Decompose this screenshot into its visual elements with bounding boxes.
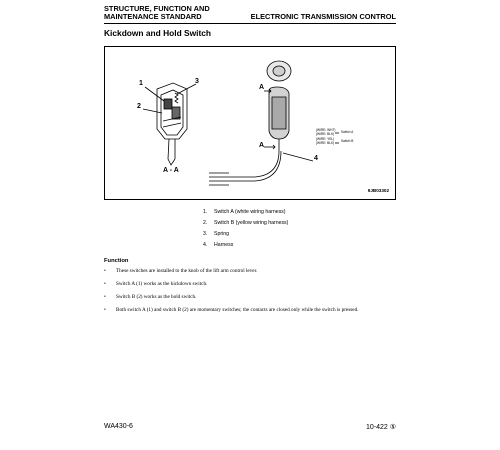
switch-diagram xyxy=(104,46,396,200)
bullet-mark: • xyxy=(104,268,106,274)
header-section-title: STRUCTURE, FUNCTION AND MAINTENANCE STANDARD xyxy=(104,4,210,22)
section-mark-bottom: A xyxy=(259,142,265,149)
switch-a-body xyxy=(164,99,172,109)
bullet-item xyxy=(104,268,257,274)
leader-2 xyxy=(143,109,162,113)
legend-num: 4. xyxy=(203,242,208,248)
header-rule xyxy=(104,23,396,24)
bullet-text: These switches are installed to the knob of the lift arm control lever. xyxy=(116,268,258,274)
legend-text: Spring xyxy=(214,231,229,237)
knob-top-inner xyxy=(273,66,285,76)
section-stem-left xyxy=(168,139,169,159)
header-chapter-title: ELECTRONIC TRANSMISSION CONTROL xyxy=(250,12,396,22)
wire-label-2: (WIRE: BLK) xyxy=(316,132,335,136)
leader-1 xyxy=(145,87,164,101)
bullet-item xyxy=(104,294,196,300)
model-number: WA430-6 xyxy=(104,423,133,430)
revision-mark: ⑤ xyxy=(389,424,396,431)
callout-1: 1 xyxy=(139,80,143,87)
bullet-mark: • xyxy=(104,307,106,313)
leader-4 xyxy=(283,153,313,161)
section-mark-top: A xyxy=(259,84,265,91)
page-number-text: 10-422 xyxy=(365,424,388,431)
harness-cable xyxy=(229,151,281,181)
leader-3 xyxy=(177,84,196,94)
legend-num: 2. xyxy=(203,220,208,226)
figure-code: 9JB03302 xyxy=(367,188,389,193)
bullet-item xyxy=(104,281,207,287)
page-number xyxy=(366,423,396,431)
legend-item xyxy=(203,220,288,226)
grip-shading xyxy=(272,97,286,129)
bullet-item xyxy=(104,307,358,313)
bullet-mark: • xyxy=(104,281,106,287)
page-title: Kickdown and Hold Switch xyxy=(104,28,212,38)
bullet-text: Switch A (1) works as the kickdown switch. xyxy=(116,281,208,287)
bullet-mark: • xyxy=(104,294,106,300)
switch-drawing xyxy=(105,47,397,201)
callout-2: 2 xyxy=(137,103,141,110)
legend-item xyxy=(203,231,229,237)
legend-item xyxy=(203,209,286,215)
callout-4: 4 xyxy=(314,155,318,162)
callout-3: 3 xyxy=(195,78,199,85)
section-stem-tip xyxy=(168,159,175,165)
legend-text: Harness xyxy=(214,242,234,248)
section-hatch-2 xyxy=(163,123,181,127)
legend-text: Switch A (white wiring harness) xyxy=(214,209,286,215)
legend-text: Switch B (yellow wiring harness) xyxy=(214,220,289,226)
legend-num: 3. xyxy=(203,231,208,237)
legend-num: 1. xyxy=(203,209,208,215)
bullet-text: Switch B (2) works as the hold switch. xyxy=(116,294,197,300)
spring-coil xyxy=(175,93,178,103)
wire-label-4: (WIRE: BLK) xyxy=(316,141,335,145)
bullet-text: Both switch A (1) and switch B (2) are momentary switches; the contacts are closed only while the switch is pressed. xyxy=(116,307,359,313)
wire-label-switch-b: Switch B xyxy=(341,139,354,143)
function-heading: Function xyxy=(104,258,129,264)
section-caption: A - A xyxy=(163,167,179,174)
harness-cable-2 xyxy=(229,151,279,177)
legend-item xyxy=(203,242,233,248)
wire-label-switch-a: Switch A xyxy=(341,130,354,134)
wire-label-1: (WIRE: WHT) xyxy=(316,128,336,132)
wire-label-3: (WIRE: YEL) xyxy=(316,137,335,141)
